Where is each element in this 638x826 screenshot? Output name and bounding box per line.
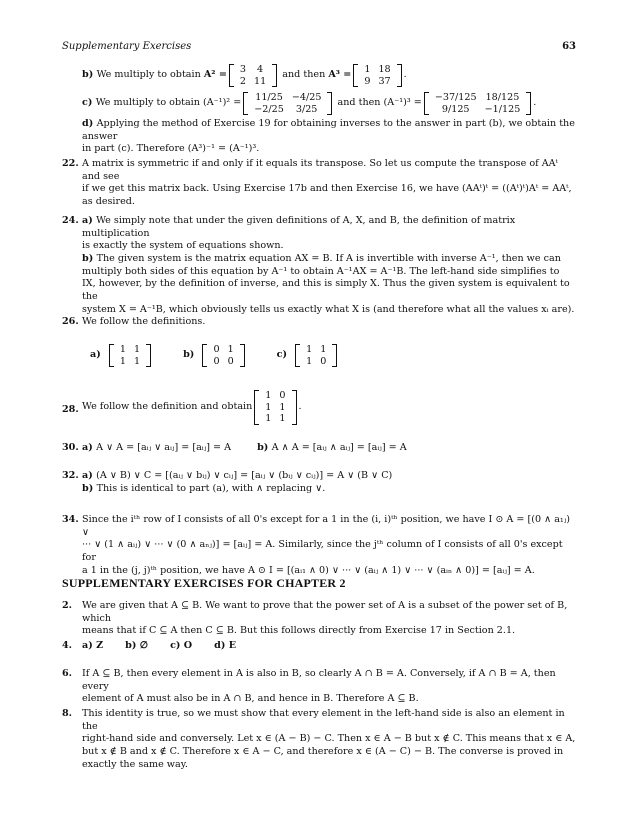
s4-a: a) Z bbox=[82, 640, 104, 651]
ex30-body: a) A ∨ A = [aᵢⱼ ∨ aᵢⱼ] = [aᵢⱼ] = A b) A ∧ A = [aᵢⱼ ∧ aᵢⱼ] = [aᵢⱼ] = A bbox=[82, 442, 407, 453]
ex20-b-mid: and then bbox=[282, 69, 326, 81]
ex24-a-line1: We simply note that under the given definitions of A, X, and B, the definition of matrix multiplication bbox=[82, 215, 516, 239]
ex20-c-lhs2: (A⁻¹)³ = bbox=[383, 97, 422, 109]
ex32-body: a) (A ∨ B) ∨ C = [(aᵢⱼ ∨ bᵢⱼ) ∨ cᵢⱼ] = [aᵢⱼ ∨ (bᵢⱼ ∨ cᵢⱼ)] = A ∨ (B ∨ C) b) This is identical to part (a), with ∧ replacing ∨. bbox=[82, 470, 393, 494]
section-title: SUPPLEMENTARY EXERCISES FOR CHAPTER 2 bbox=[62, 576, 346, 590]
ex24-b-line2: multiply both sides of this equation by A⁻¹ to obtain A⁻¹AX = A⁻¹B. The left-hand side simplifies to bbox=[82, 265, 560, 277]
ex30-a: A ∨ A = [aᵢⱼ ∨ aᵢⱼ] = [aᵢⱼ] = A bbox=[96, 442, 232, 453]
ex28-body: We follow the definition and obtain 1 0 1 1 1 1 . bbox=[82, 390, 302, 424]
s4-b: b) ∅ bbox=[125, 640, 149, 651]
matrix-28: 1 0 1 1 1 1 bbox=[254, 390, 296, 425]
ex28-number: 28. bbox=[62, 404, 79, 415]
s8-body bbox=[82, 708, 578, 771]
ex32-b: This is identical to part (a), with ∧ replacing ∨. bbox=[96, 482, 326, 494]
ex32-a: (A ∨ B) ∨ C = [(aᵢⱼ ∨ bᵢⱼ) ∨ cᵢⱼ] = [aᵢⱼ ∨ (bᵢⱼ ∨ cᵢⱼ)] = A ∨ (B ∨ C) bbox=[96, 470, 393, 481]
s2-number: 2. bbox=[62, 600, 73, 611]
ex26-number: 26. bbox=[62, 316, 79, 327]
ex28-text: We follow the definition and obtain bbox=[82, 400, 253, 412]
ex20-c-text: We multiply to obtain bbox=[95, 97, 200, 109]
ex34-line1: Since the iᵗʰ row of I consists of all 0's except for a 1 in the (i, i)ᵗʰ position, we have I ⊙ A = [(0 ∧ a₁ⱼ) ∨ bbox=[82, 514, 571, 538]
s8-number: 8. bbox=[62, 708, 73, 719]
ex20-b-a3: A³ = bbox=[328, 69, 352, 81]
s6-line1: If A ⊆ B, then every element in A is also in B, so clearly A ∩ B = A. Conversely, if A ∩ B = A, then every bbox=[82, 668, 556, 692]
matrix-c1: 11/25 −4/25 −2/25 3/25 bbox=[243, 92, 332, 115]
ex24-b-line4: system X = A⁻¹B, which obviously tells us exactly what X is (and therefore what all the values xᵢ are). bbox=[82, 303, 575, 315]
s6-number: 6. bbox=[62, 668, 73, 679]
s2-line2: means that if C ⊆ A then C ⊆ B. But this follows directly from Exercise 17 in Section 2.1. bbox=[82, 625, 516, 637]
matrix-a3: 1 18 9 37 bbox=[353, 64, 401, 87]
matrix-26b: 0 1 0 0 bbox=[202, 344, 244, 367]
ex22-line2: if we get this matrix back. Using Exercise 17b and then Exercise 16, we have (AAᵗ)ᵗ = ((Aᵗ)ᵗ)Aᵗ = AAᵗ, bbox=[82, 183, 572, 195]
ex22-body bbox=[82, 158, 578, 209]
ex30-b: A ∧ A = [aᵢⱼ ∧ aᵢⱼ] = [aᵢⱼ] = A bbox=[271, 442, 407, 453]
ex22-line1: A matrix is symmetric if and only if it equals its transpose. So let us compute the transpose of AAᵗ and see bbox=[82, 158, 558, 182]
ex24-b-line1: The given system is the matrix equation AX = B. If A is invertible with inverse A⁻¹, then we can bbox=[96, 252, 561, 264]
ex20-part-c: c) We multiply to obtain (A⁻¹)² = 11/25 −4/25 −2/25 3/25 and then (A⁻¹)³ = −37/125 18/125 9/125 −1/125 . bbox=[82, 92, 537, 115]
ex32-number: 32. bbox=[62, 470, 79, 481]
ex24-number: 24. bbox=[62, 215, 79, 226]
s4-number: 4. bbox=[62, 640, 73, 651]
ex34-line2: ··· ∨ (1 ∧ aᵢⱼ) ∨ ··· ∨ (0 ∧ aₙⱼ)] = [aᵢⱼ] = A. Similarly, since the jᵗʰ column of I consists of all 0's except for bbox=[82, 539, 563, 563]
ex24-body: a) We simply note that under the given definitions of A, X, and B, the definition of matrix multiplication is exactly the system of equations shown. b) The given system is the matrix equation AX = B. If A is invertible with inverse A⁻¹, then we can multiply both sides of this equation by A⁻¹ to obtain A⁻¹AX = A⁻¹B. The left-hand side simplifies to IX, however, by the definition of inverse, and this is simply X. Thus the given system is equivalent to the system X = A⁻¹B, which obviously tells us exactly what X is (and therefore what all the values xᵢ are). bbox=[82, 215, 578, 316]
s4-c: c) O bbox=[170, 640, 193, 651]
s6-line2: element of A must also be in A ∩ B, and hence in B. Therefore A ⊆ B. bbox=[82, 693, 419, 705]
ex24-b-line3: IX, however, by the definition of inverse, and this is simply X. Thus the given system is equivalent to the bbox=[82, 278, 570, 302]
ex20-b-a2: A² = bbox=[203, 69, 227, 81]
s8-line3: but x ∉ B and x ∉ C. Therefore x ∈ A − C, and therefore x ∈ (A − C) − B. The converse is proved in bbox=[82, 745, 564, 757]
s4-d: d) E bbox=[214, 640, 237, 651]
ex34-body bbox=[82, 514, 578, 577]
s6-body bbox=[82, 668, 578, 706]
ex26-text: We follow the definitions. bbox=[82, 316, 206, 327]
page-header bbox=[62, 40, 576, 54]
ex20-c-lhs: (A⁻¹)² = bbox=[202, 97, 242, 109]
s2-body bbox=[82, 600, 578, 638]
ex34-line3: a 1 in the (j, j)ᵗʰ position, we have A ⊙ I = [(aᵢ₁ ∧ 0) ∨ ··· ∨ (aᵢⱼ ∧ 1) ∨ ··· ∨ (aᵢₙ ∧ 0)] = [aᵢⱼ] = A. bbox=[82, 564, 535, 576]
header-title: Supplementary Exercises bbox=[62, 41, 192, 52]
ex20-b-text: We multiply to obtain bbox=[96, 69, 201, 81]
ex22-number: 22. bbox=[62, 158, 79, 169]
ex22-line3: as desired. bbox=[82, 195, 135, 207]
s8-line1: This identity is true, so we must show that every element in the left-hand side is also an element in the bbox=[82, 708, 565, 732]
s8-line4: exactly the same way. bbox=[82, 758, 188, 770]
s8-line2: right-hand side and conversely. Let x ∈ (A − B) − C. Then x ∈ A − B but x ∉ C. This means that x ∈ A, bbox=[82, 733, 576, 745]
ex20-d-line2: in part (c). Therefore (A³)⁻¹ = (A⁻¹)³. bbox=[82, 143, 260, 155]
matrix-26a: 1 1 1 1 bbox=[109, 344, 151, 367]
matrix-a2: 3 4 2 11 bbox=[229, 64, 277, 87]
ex20-d-line1: Applying the method of Exercise 19 for obtaining inverses to the answer in part (b), we obtain the answer bbox=[82, 118, 575, 142]
ex26-matrices: a) 1 1 1 1 b) 0 1 0 0 c) 1 1 1 0 bbox=[90, 344, 586, 367]
ex20-c-mid: and then bbox=[337, 97, 381, 109]
matrix-c2: −37/125 18/125 9/125 −1/125 bbox=[424, 92, 531, 115]
ex24-a-line2: is exactly the system of equations shown. bbox=[82, 240, 284, 252]
s2-line1: We are given that A ⊆ B. We want to prove that the power set of A is a subset of the power set of B, which bbox=[82, 600, 568, 624]
page-number: 63 bbox=[562, 41, 576, 52]
ex20-part-b: b) We multiply to obtain A² = 3 4 2 11 and then A³ = 1 18 9 37 . bbox=[82, 64, 407, 87]
s4-body bbox=[82, 640, 578, 653]
ex20-part-d: d) Applying the method of Exercise 19 for obtaining inverses to the answer in part (b), we obtain the answer in part (c). Therefore (A³)⁻¹ = (A⁻¹)³. bbox=[82, 118, 578, 156]
ex34-number: 34. bbox=[62, 514, 79, 525]
ex30-number: 30. bbox=[62, 442, 79, 453]
matrix-26c: 1 1 1 0 bbox=[295, 344, 337, 367]
